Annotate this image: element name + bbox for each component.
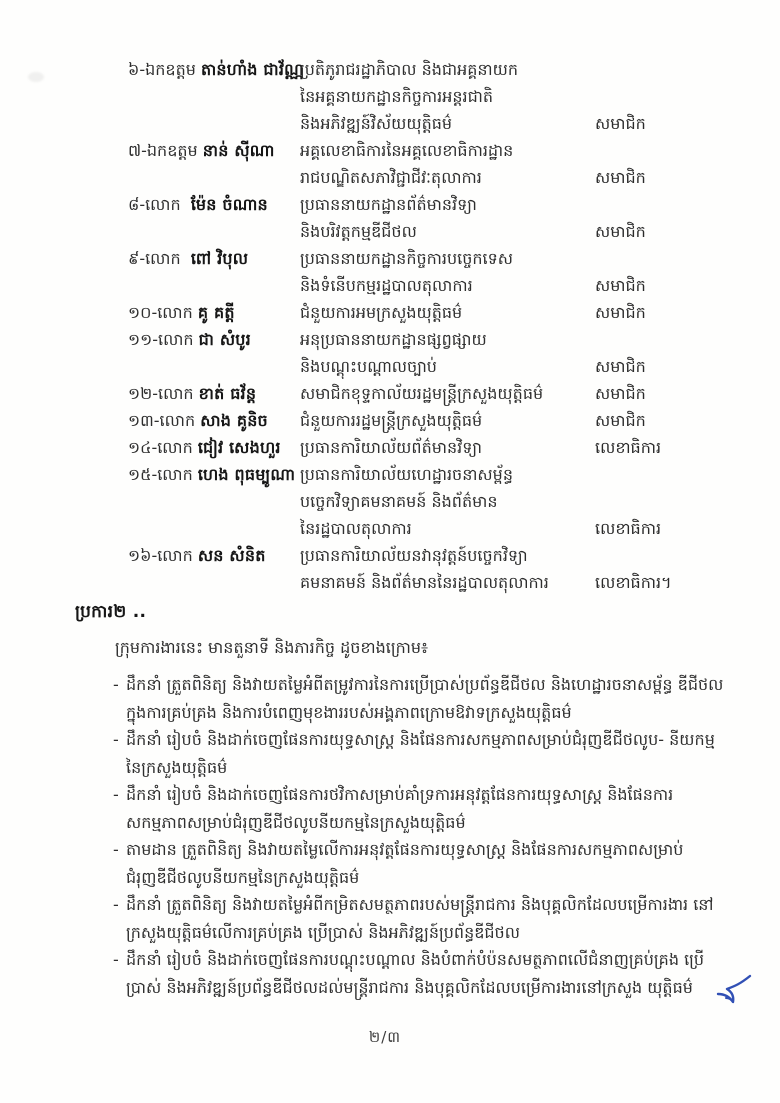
member-status: សមាជិក bbox=[595, 276, 646, 295]
bullet-text: ដឹកនាំ រៀបចំ និងដាក់ចេញផែនការយុទ្ធសាស្ត្រ និងផែនការសកម្មភាពសម្រាប់ជំរុញឌីជីថលូប- នីយកម្មនៃក្រសួងយុត្តិធម៌ bbox=[126, 730, 715, 777]
member-row bbox=[128, 137, 673, 191]
member-row bbox=[128, 461, 673, 542]
member-row bbox=[128, 299, 673, 326]
member-number: ១១-លោក bbox=[128, 330, 194, 349]
bullet-dash: - bbox=[113, 895, 119, 914]
member-role-line: នៃរដ្ឋបាលតុលាការ bbox=[300, 519, 412, 538]
member-role-line: គមនាគមន៍ និងព័ត៌មាននៃរដ្ឋបាលតុលាការ bbox=[300, 573, 549, 592]
member-list bbox=[128, 56, 673, 596]
member-role-line: និងបណ្តុះបណ្តាលច្បាប់ bbox=[300, 357, 437, 376]
page-number: ២/៣ bbox=[368, 1028, 402, 1046]
bullet-text: តាមដាន ត្រួតពិនិត្យ និងវាយតម្លៃលើការអនុវត្តផែនការយុទ្ធសាស្ត្រ និងផែនការសកម្មភាពសម្រាប់ ជំរុញឌីជីថលូបនីយកម្មនៃក្រសួងយុត្តិធម៌ bbox=[126, 840, 684, 887]
member-role-line: ជំនួយការរដ្ឋមន្ត្រីក្រសួងយុត្តិធម៌ bbox=[300, 411, 483, 430]
member-number: ១៤-លោក bbox=[128, 438, 193, 457]
member-number: ៧-ឯកឧត្តម bbox=[128, 141, 198, 160]
member-row bbox=[128, 434, 673, 461]
handwritten-pen-mark bbox=[710, 973, 754, 1007]
member-status: សមាជិក bbox=[595, 222, 646, 241]
member-row bbox=[128, 380, 673, 407]
member-role-line: សមាជិកខុទ្ទកាល័យរដ្ឋមន្ត្រីក្រសួងយុត្តិធម៌ bbox=[300, 384, 544, 403]
member-number: ១៦-លោក bbox=[128, 546, 193, 565]
member-status: សមាជិក bbox=[595, 384, 646, 403]
member-role-line: ប្រធានការិយាល័យនវានុវត្តន៍បច្ចេកវិទ្យា bbox=[300, 546, 528, 565]
member-name: ម៉ែន ចំណាន bbox=[190, 195, 268, 214]
member-name: ពៅ វិបុល bbox=[190, 249, 249, 268]
member-status: សមាជិក bbox=[595, 411, 646, 430]
bullet-item bbox=[113, 726, 730, 781]
member-role-line: និងអភិវឌ្ឍន៍វិស័យយុត្តិធម៌ bbox=[300, 114, 453, 133]
section-heading: ប្រការ២ .. bbox=[75, 602, 147, 622]
member-status: សមាជិក bbox=[595, 303, 646, 322]
member-status: សមាជិក bbox=[595, 168, 646, 187]
member-role-line: ជំនួយការអមក្រសួងយុត្តិធម៌ bbox=[300, 303, 463, 322]
bullet-item bbox=[113, 781, 730, 836]
member-name: ខាត់ ធវ័ន្ត bbox=[198, 384, 257, 403]
member-status: លេខាធិការ bbox=[595, 519, 662, 538]
member-number: ៩-លោក bbox=[128, 249, 181, 268]
scan-smudge bbox=[28, 72, 44, 82]
bullet-item bbox=[113, 671, 730, 726]
bullet-item bbox=[113, 891, 730, 946]
member-row bbox=[128, 191, 673, 245]
member-role-line: ប្រធានការិយាល័យព័ត៌មានវិទ្យា bbox=[300, 438, 482, 457]
member-number: ៨-លោក bbox=[128, 195, 181, 214]
member-name: សាង គូនិច bbox=[200, 411, 268, 430]
member-row bbox=[128, 56, 673, 137]
member-status: លេខាធិការ។ bbox=[595, 573, 672, 592]
bullet-dash: - bbox=[113, 840, 119, 859]
member-name: ហេង ពុធម្បូណា bbox=[197, 465, 296, 484]
member-name: សន សំនិត bbox=[197, 546, 266, 565]
member-role-line: អនុប្រធាននាយកដ្ឋានផ្សព្វផ្សាយ bbox=[300, 330, 487, 349]
member-role-line: រាជបណ្ឌិតសភាវិជ្ជាជីវៈតុលាការ bbox=[300, 168, 482, 187]
section-intro: ក្រុមការងារនេះ មានតួនាទី និងភារកិច្ច ដូចខាងក្រោម៖ bbox=[115, 638, 429, 657]
bullet-item bbox=[113, 946, 730, 1001]
member-role-line: ប្រធាននាយកដ្ឋានកិច្ចការបច្ចេកទេស bbox=[300, 249, 513, 268]
member-role-line: អគ្គលេខាធិការនៃអគ្គលេខាធិការដ្ឋាន bbox=[300, 141, 514, 160]
bullet-dash: - bbox=[113, 950, 119, 969]
member-row bbox=[128, 326, 673, 380]
member-name: តាន់ហាំង ជាវ័ណ្ណ bbox=[200, 60, 304, 79]
bullet-text: ដឹកនាំ រៀបចំ និងដាក់ចេញផែនការបណ្តុះបណ្តាល និងបំពាក់បំប៉នសមត្ថភាពលើជំនាញគ្រប់គ្រង ប្រើប្រាស់ និងអភិវឌ្ឍន៍ប្រព័ន្ធឌីជីថលដល់មន្ត្រីរាជការ និងបុគ្គលិកដែលបម្រើការងារនៅក្រសួង យុត្តិធម៌ bbox=[126, 950, 705, 997]
bullet-dash: - bbox=[113, 730, 119, 749]
bullet-item bbox=[113, 836, 730, 891]
bullet-dash: - bbox=[113, 785, 119, 804]
member-role-line: ប្រធានការិយាល័យហេដ្ឋារចនាសម្ព័ន្ធ bbox=[300, 465, 513, 484]
bullet-text: ដឹកនាំ ត្រួតពិនិត្យ និងវាយតម្លៃអំពីកម្រិតសមត្ថភាពរបស់មន្ត្រីរាជការ និងបុគ្គលិកដែលបម្រើការងារ នៅក្រសួងយុត្តិធម៌លើការគ្រប់គ្រង ប្រើប្រាស់ និងអភិវឌ្ឍន៍ប្រព័ន្ធឌីជីថល bbox=[126, 895, 714, 942]
member-number: ១៥-លោក bbox=[128, 465, 193, 484]
member-status: លេខាធិការ bbox=[595, 438, 662, 457]
member-number: ៦-ឯកឧត្តម bbox=[128, 60, 196, 79]
member-status: សមាជិក bbox=[595, 357, 646, 376]
member-role-line: ប្រតិភូរាជរដ្ឋាភិបាល និងជាអគ្គនាយក bbox=[300, 60, 519, 79]
member-status: សមាជិក bbox=[595, 114, 646, 133]
member-name: នាន់ ស៊ីណា bbox=[202, 141, 275, 160]
member-role-line: បច្ចេកវិទ្យាគមនាគមន៍ និងព័ត៌មាន bbox=[300, 492, 498, 511]
member-role-line: នៃអគ្គនាយកដ្ឋានកិច្ចការអន្តរជាតិ bbox=[300, 87, 493, 106]
member-role-line: ប្រធាននាយកដ្ឋានព័ត៌មានវិទ្យា bbox=[300, 195, 477, 214]
member-name: ជា សំបូរ bbox=[198, 330, 251, 349]
member-number: ១០-លោក bbox=[128, 303, 193, 322]
bullet-text: ដឹកនាំ រៀបចំ និងដាក់ចេញផែនការថវិកាសម្រាប់គាំទ្រការអនុវត្តផែនការយុទ្ធសាស្ត្រ និងផែនការ សកម្មភាពសម្រាប់ជំរុញឌីជីថលូបនីយកម្មនៃក្រសួងយុត្តិធម៌ bbox=[126, 785, 674, 832]
member-number: ១២-លោក bbox=[128, 384, 194, 403]
member-name: គូ គត្តី bbox=[197, 303, 235, 322]
member-name: ជៀវ សេងហួរ bbox=[197, 438, 281, 457]
member-row bbox=[128, 542, 673, 596]
member-role-line: និងទំនើបកម្មរដ្ឋបាលតុលាការ bbox=[300, 276, 473, 295]
bullet-text: ដឹកនាំ ត្រួតពិនិត្យ និងវាយតម្លៃអំពីតម្រូវការនៃការប្រើប្រាស់ប្រព័ន្ធឌីជីថល និងហេដ្ឋារចនាសម្ព័ន្ធ ឌីជីថលក្នុងការគ្រប់គ្រង និងការបំពេញមុខងាររបស់អង្គភាពក្រោមឱវាទក្រសួងយុត្តិធម៌ bbox=[126, 675, 724, 722]
duties-bullet-list bbox=[113, 671, 730, 1001]
bullet-dash: - bbox=[113, 675, 119, 694]
member-number: ១៣-លោក bbox=[128, 411, 196, 430]
member-role-line: និងបរិវត្តកម្មឌីជីថល bbox=[300, 222, 417, 241]
member-row bbox=[128, 407, 673, 434]
member-row bbox=[128, 245, 673, 299]
